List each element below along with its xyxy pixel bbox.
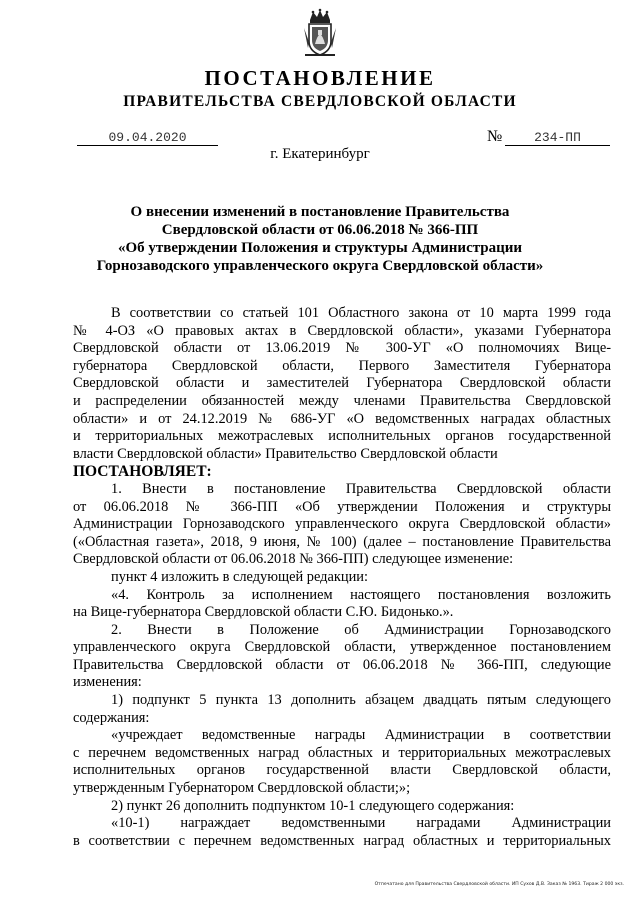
body-line: содержания: (73, 709, 150, 726)
body-line: управленческого округа Свердловской области, утвержденное постановлением (73, 639, 611, 656)
body-line: и распределении обязанностей между членами Правительства Свердловской (73, 392, 611, 409)
sverdlovsk-coat-of-arms-icon (301, 8, 339, 58)
body-line: 1) подпункт 5 пункта 13 дополнить абзацем двадцать пятым следующего (111, 692, 611, 709)
document-type-title: ПОСТАНОВЛЕНИЕ (204, 66, 436, 90)
body-line: утвержденным Губернатором Свердловской области;»; (73, 780, 411, 797)
document-number: 234-ПП (505, 130, 610, 146)
document-date: 09.04.2020 (77, 130, 218, 146)
body-line: («Областная газета», 2018, 9 июня, № 100) (далее – постановление Правительства (73, 533, 611, 550)
body-line: Свердловской области от 13.06.2019 № 300-УГ «О полномочиях Вице- (73, 340, 611, 357)
body-line: Свердловской области от 06.06.2018 № 366-ПП) следующее изменение: (73, 551, 514, 568)
body-line: № 4-ОЗ «О правовых актах в Свердловской области», указами Губернатора (73, 322, 611, 339)
print-footer-note: Отпечатано для Правительства Свердловской области. ИП Сухов Д.В. Заказ № 1963. Тираж 2 000 экз. (374, 882, 624, 887)
body-line: от 06.06.2018 № 366-ПП «Об утверждении Положения и структуры (73, 498, 611, 515)
body-line: власти Свердловской области» Правительство Свердловской области (73, 445, 498, 462)
document-body (73, 305, 611, 850)
body-line: «4. Контроль за исполнением настоящего постановления возложить (111, 586, 611, 603)
body-line: 2. Внести в Положение об Администрации Горнозаводского (111, 621, 611, 638)
issuer-subtitle: ПРАВИТЕЛЬСТВА СВЕРДЛОВСКОЙ ОБЛАСТИ (123, 93, 517, 110)
body-line: Администрации Горнозаводского управленческого округа Свердловской области» (73, 516, 611, 533)
body-line: губернатора Свердловской области, Первого Заместителя Губернатора (73, 357, 611, 374)
body-line: пункт 4 изложить в следующей редакции: (111, 568, 368, 585)
resolves-heading: ПОСТАНОВЛЯЕТ: (73, 463, 212, 481)
body-line: «учреждает ведомственные награды Администрации в соответствии (111, 727, 611, 744)
document-title-line: Горнозаводского управленческого округа Свердловской области» (96, 258, 544, 274)
body-line: В соответствии со статьей 101 Областного закона от 10 марта 1999 года (111, 305, 611, 321)
document-title (90, 203, 550, 275)
body-line: исполнительных органов государственной власти Свердловской области, (73, 762, 611, 779)
body-line: области» и от 24.12.2019 № 686-УГ «О ведомственных наградах областных (73, 410, 611, 427)
body-line: 2) пункт 26 дополнить подпунктом 10-1 следующего содержания: (111, 797, 515, 814)
body-line: 1. Внести в постановление Правительства Свердловской области (111, 480, 611, 497)
body-line: с перечнем ведомственных наград областных и территориальных межотраслевых (73, 744, 611, 761)
document-title-line: О внесении изменений в постановление Правительства (130, 204, 510, 220)
body-line: изменения: (73, 674, 142, 691)
body-line: на Вице-губернатора Свердловской области С.Ю. Бидонько.». (73, 604, 454, 621)
number-label: № (487, 128, 503, 145)
document-title-line: «Об утверждении Положения и структуры Администрации (117, 240, 523, 256)
body-line: «10-1) награждает ведомственными наградами Администрации (111, 815, 611, 832)
body-line: Свердловской области и заместителей Губернатора Свердловской области (73, 375, 611, 392)
body-line: в соответствии с перечнем ведомственных наград областных и территориальных (73, 832, 611, 849)
body-line: Правительства Свердловской области от 06.06.2018 № 366-ПП, следующие (73, 656, 611, 673)
document-title-line: Свердловской области от 06.06.2018 № 366-ПП (161, 222, 479, 238)
city-name: г. Екатеринбург (270, 146, 370, 162)
body-line: и территориальных межотраслевых исполнительных органов государственной (73, 428, 611, 445)
